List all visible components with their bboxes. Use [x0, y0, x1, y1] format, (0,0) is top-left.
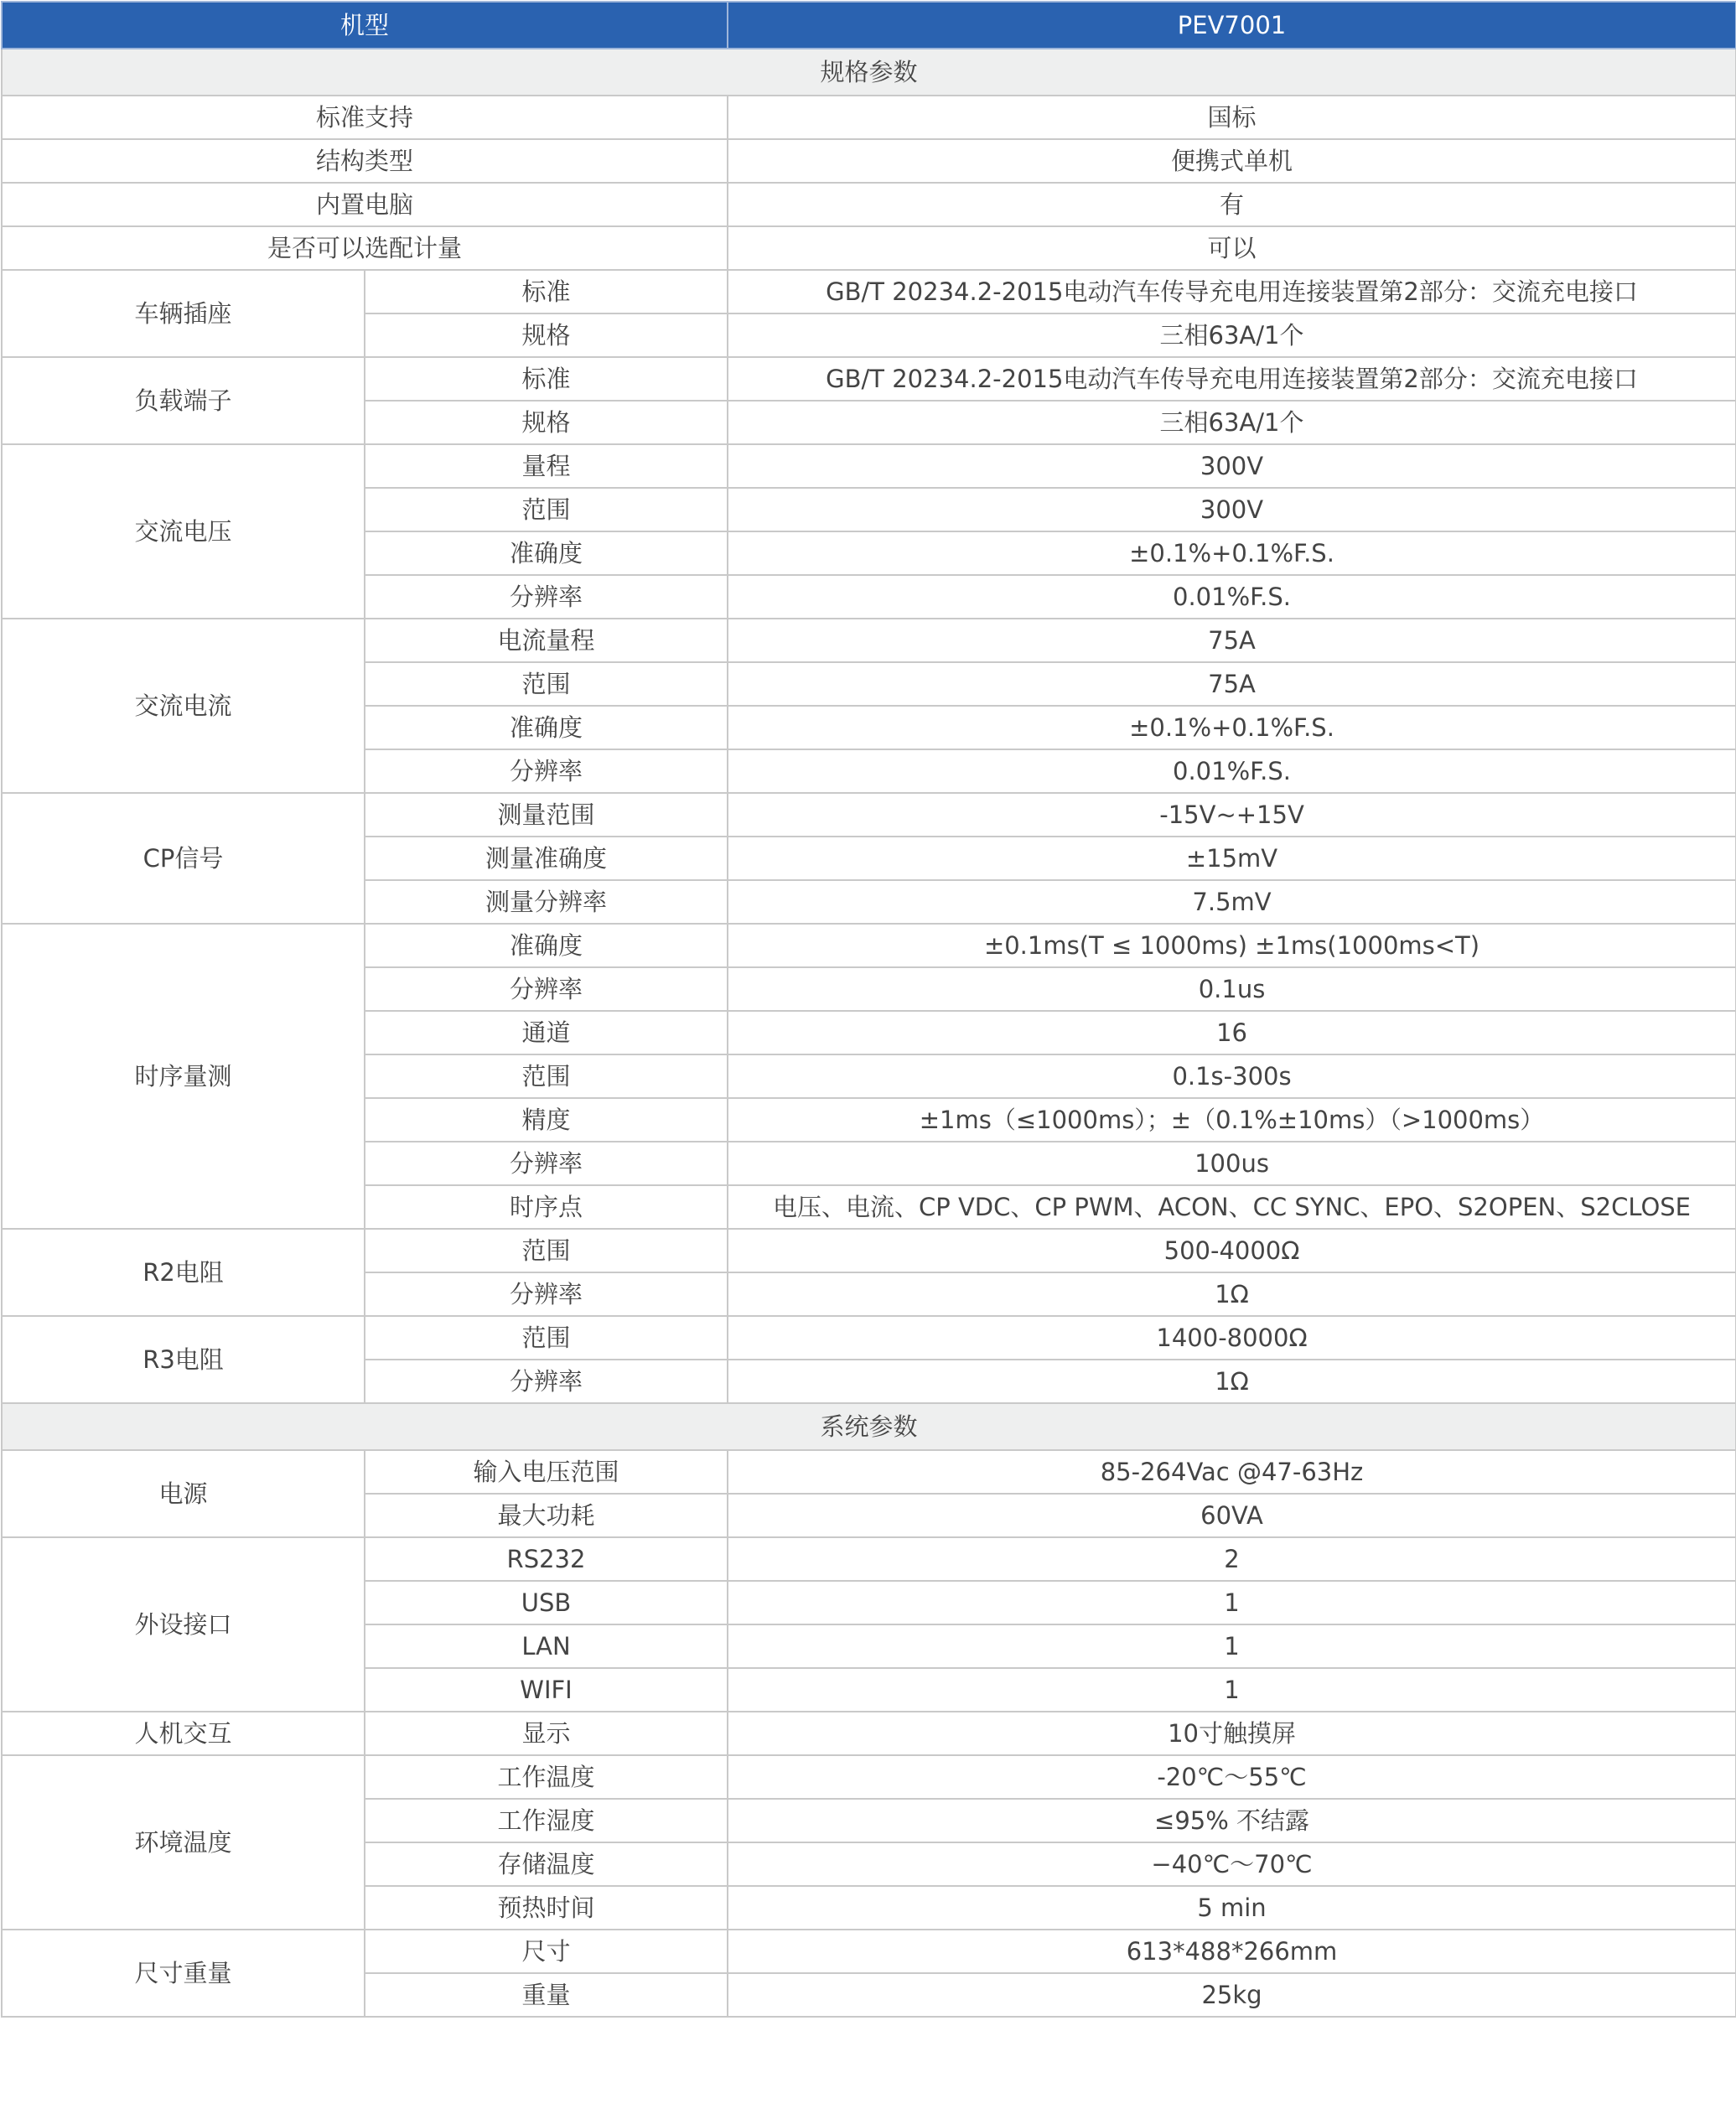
param-value: 三相63A/1个 [728, 401, 1736, 444]
sub-label: 准确度 [365, 531, 728, 575]
section-row [2, 1403, 1736, 1450]
group-label: 外设接口 [2, 1537, 365, 1712]
param-label: 标准支持 [2, 96, 728, 139]
sub-label: 测量范围 [365, 793, 728, 837]
sub-label: 精度 [365, 1098, 728, 1142]
param-value: -20℃～55℃ [728, 1755, 1736, 1799]
sub-label: 分辨率 [365, 1272, 728, 1316]
group-label: 尺寸重量 [2, 1930, 365, 2017]
param-value: ±0.1ms(T ≤ 1000ms) ±1ms(1000ms<T) [728, 924, 1736, 967]
group-label: CP信号 [2, 793, 365, 924]
param-value: ±0.1%+0.1%F.S. [728, 706, 1736, 749]
table-row [2, 1229, 1736, 1272]
sub-label: 范围 [365, 1316, 728, 1360]
group-label: R2电阻 [2, 1229, 365, 1316]
sub-label: USB [365, 1581, 728, 1624]
param-value: ±0.1%+0.1%F.S. [728, 531, 1736, 575]
group-label: 交流电压 [2, 444, 365, 619]
table-row [2, 793, 1736, 837]
table-row [2, 924, 1736, 967]
param-value: 7.5mV [728, 880, 1736, 924]
sub-label: 输入电压范围 [365, 1450, 728, 1494]
sub-label: 范围 [365, 662, 728, 706]
param-value: 100us [728, 1142, 1736, 1185]
table-row [2, 183, 1736, 226]
table-row [2, 1930, 1736, 1973]
param-value: 25kg [728, 1973, 1736, 2017]
param-value: 85-264Vac @47-63Hz [728, 1450, 1736, 1494]
param-value: 75A [728, 619, 1736, 662]
sub-label: 显示 [365, 1712, 728, 1755]
param-value: 2 [728, 1537, 1736, 1581]
sub-label: 测量分辨率 [365, 880, 728, 924]
group-label: 时序量测 [2, 924, 365, 1229]
param-value: 1 [728, 1668, 1736, 1712]
param-value: 0.1us [728, 967, 1736, 1011]
param-value: 0.01%F.S. [728, 749, 1736, 793]
param-value: 可以 [728, 226, 1736, 270]
header-row [2, 2, 1736, 49]
sub-label: LAN [365, 1624, 728, 1668]
param-value: 0.01%F.S. [728, 575, 1736, 619]
param-value: ≤95% 不结露 [728, 1799, 1736, 1842]
param-value: 5 min [728, 1886, 1736, 1930]
section-title: 规格参数 [2, 49, 1736, 96]
sub-label: 预热时间 [365, 1886, 728, 1930]
param-value: GB/T 20234.2-2015电动汽车传导充电用连接装置第2部分：交流充电接口 [728, 357, 1736, 401]
sub-label: 准确度 [365, 924, 728, 967]
param-value: 有 [728, 183, 1736, 226]
spec-table [1, 1, 1736, 2018]
param-value: 16 [728, 1011, 1736, 1054]
sub-label: 标准 [365, 357, 728, 401]
param-value: 500-4000Ω [728, 1229, 1736, 1272]
sub-label: 分辨率 [365, 967, 728, 1011]
spec-table-body [2, 2, 1736, 2017]
group-label: 电源 [2, 1450, 365, 1537]
table-row [2, 1537, 1736, 1581]
table-row [2, 444, 1736, 488]
sub-label: 规格 [365, 313, 728, 357]
sub-label: 工作温度 [365, 1755, 728, 1799]
param-value: 便携式单机 [728, 139, 1736, 183]
group-label: 交流电流 [2, 619, 365, 793]
param-value: 10寸触摸屏 [728, 1712, 1736, 1755]
param-value: −40℃～70℃ [728, 1842, 1736, 1886]
table-row [2, 1712, 1736, 1755]
table-row [2, 139, 1736, 183]
sub-label: 尺寸 [365, 1930, 728, 1973]
table-row [2, 1316, 1736, 1360]
param-value: 三相63A/1个 [728, 313, 1736, 357]
param-value: 0.1s-300s [728, 1054, 1736, 1098]
param-label: 内置电脑 [2, 183, 728, 226]
sub-label: RS232 [365, 1537, 728, 1581]
section-title: 系统参数 [2, 1403, 1736, 1450]
sub-label: WIFI [365, 1668, 728, 1712]
table-row [2, 226, 1736, 270]
param-value: 300V [728, 444, 1736, 488]
param-value: -15V~+15V [728, 793, 1736, 837]
param-value: 1Ω [728, 1360, 1736, 1403]
group-label: R3电阻 [2, 1316, 365, 1403]
section-row [2, 49, 1736, 96]
param-value: 1Ω [728, 1272, 1736, 1316]
sub-label: 分辨率 [365, 1360, 728, 1403]
param-value: 电压、电流、CP VDC、CP PWM、ACON、CC SYNC、EPO、S2OPEN、S2CLOSE [728, 1185, 1736, 1229]
sub-label: 量程 [365, 444, 728, 488]
param-value: ±15mV [728, 837, 1736, 880]
sub-label: 规格 [365, 401, 728, 444]
table-row [2, 357, 1736, 401]
sub-label: 存储温度 [365, 1842, 728, 1886]
group-label: 环境温度 [2, 1755, 365, 1930]
param-value: 75A [728, 662, 1736, 706]
table-row [2, 619, 1736, 662]
param-label: 结构类型 [2, 139, 728, 183]
sub-label: 工作湿度 [365, 1799, 728, 1842]
table-row [2, 1450, 1736, 1494]
sub-label: 测量准确度 [365, 837, 728, 880]
table-row [2, 270, 1736, 313]
param-value: 300V [728, 488, 1736, 531]
sub-label: 标准 [365, 270, 728, 313]
sub-label: 范围 [365, 488, 728, 531]
group-label: 车辆插座 [2, 270, 365, 357]
sub-label: 范围 [365, 1229, 728, 1272]
sub-label: 准确度 [365, 706, 728, 749]
sub-label: 电流量程 [365, 619, 728, 662]
param-value: 国标 [728, 96, 1736, 139]
table-row [2, 1755, 1736, 1799]
model-value: PEV7001 [728, 2, 1736, 49]
sub-label: 最大功耗 [365, 1494, 728, 1537]
param-value: GB/T 20234.2-2015电动汽车传导充电用连接装置第2部分：交流充电接口 [728, 270, 1736, 313]
param-value: 613*488*266mm [728, 1930, 1736, 1973]
table-row [2, 96, 1736, 139]
sub-label: 通道 [365, 1011, 728, 1054]
param-value: 1 [728, 1624, 1736, 1668]
sub-label: 分辨率 [365, 1142, 728, 1185]
sub-label: 范围 [365, 1054, 728, 1098]
param-value: 1 [728, 1581, 1736, 1624]
sub-label: 重量 [365, 1973, 728, 2017]
param-label: 是否可以选配计量 [2, 226, 728, 270]
group-label: 负载端子 [2, 357, 365, 444]
param-value: 60VA [728, 1494, 1736, 1537]
sub-label: 分辨率 [365, 575, 728, 619]
param-value: ±1ms（≤1000ms）；±（0.1%±10ms）（>1000ms） [728, 1098, 1736, 1142]
sub-label: 时序点 [365, 1185, 728, 1229]
group-label: 人机交互 [2, 1712, 365, 1755]
sub-label: 分辨率 [365, 749, 728, 793]
param-value: 1400-8000Ω [728, 1316, 1736, 1360]
model-label: 机型 [2, 2, 728, 49]
